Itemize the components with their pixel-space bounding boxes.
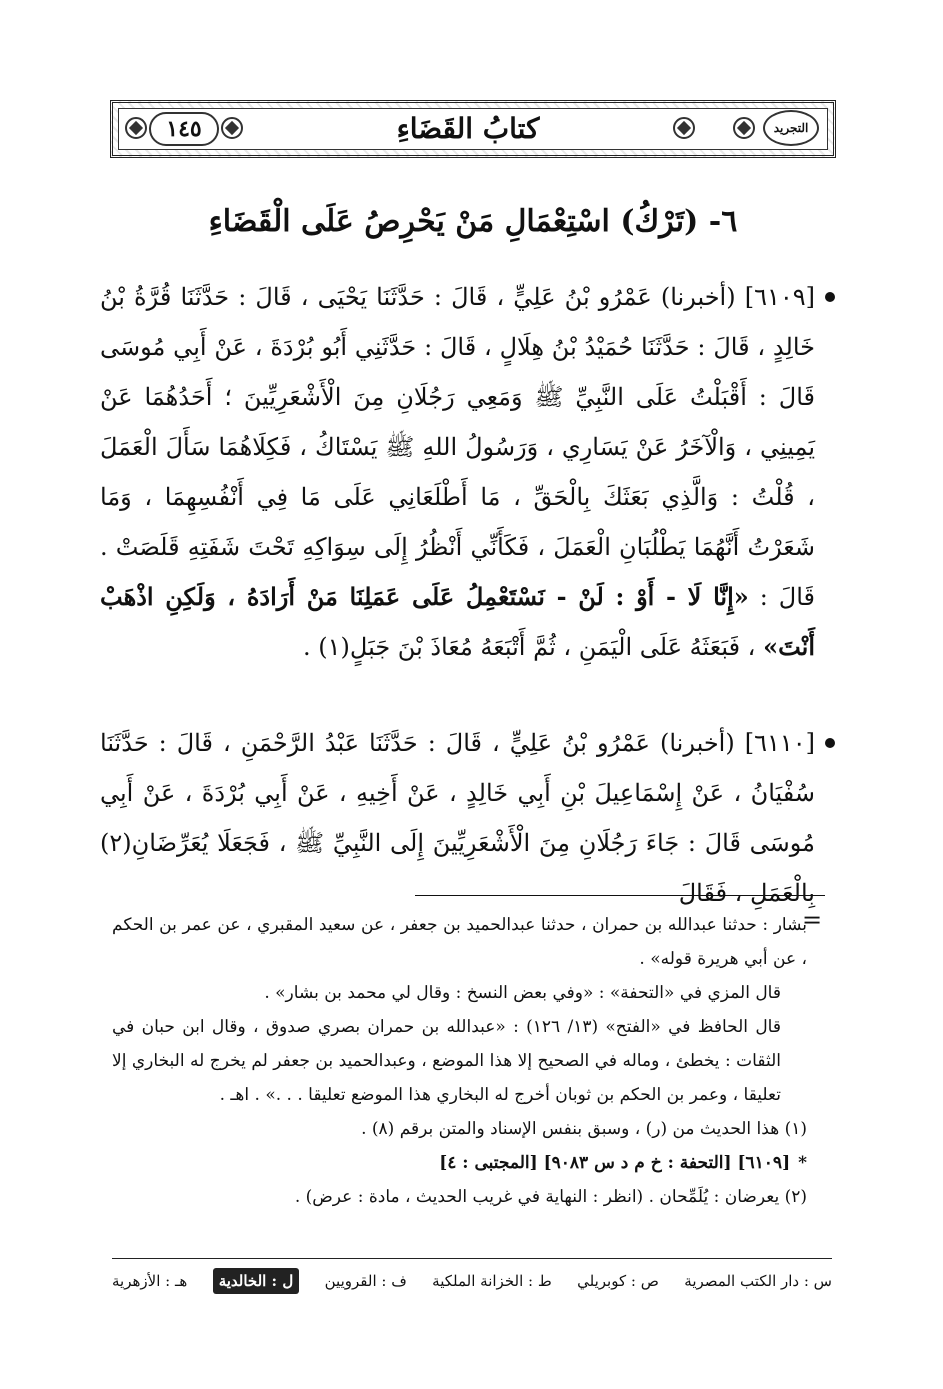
hadith-text bbox=[100, 272, 815, 672]
legend-divider bbox=[112, 1258, 832, 1259]
continuation-mark: = bbox=[802, 906, 823, 934]
hadith-text: [٦١١٠] (أخبرنا) عَمْرُو بْنُ عَلِيٍّ ، قَالَ : حَدَّثَنَا عَبْدُ الرَّحْمَنِ ، قَالَ : حَدَّثَنَا سُفْيَانُ ، عَنْ إِسْمَاعِيلَ بْنِ أَبِي خَالِدٍ ، عَنْ أَخِيهِ ، عَنْ أَبِي بُرْدَةَ ، عَنْ أَبِي مُوسَى قَالَ : جَاءَ رَجُلَانِ مِنَ الْأَشْعَرِيِّينَ إِلَى النَّبِيِّ ﷺ ، فَجَعَلَا يُعَرِّضَانِ(٢) بِالْعَمَلِ ، فَقَالَ bbox=[100, 729, 815, 907]
legend-item: هـ : الأزهرية bbox=[112, 1272, 188, 1290]
manuscript-legend bbox=[112, 1266, 832, 1296]
legend-item: س : دار الكتب المصرية bbox=[684, 1272, 832, 1290]
ornament-icon bbox=[673, 117, 695, 139]
star-icon: * bbox=[798, 1153, 807, 1173]
legend-item: ف : القرويين bbox=[324, 1272, 407, 1290]
ornament-icon bbox=[733, 117, 755, 139]
ornament-icon bbox=[221, 117, 243, 139]
hadith-6109 bbox=[100, 272, 835, 672]
footnote-line: (١) هذا الحديث من (ر) ، وسبق بنفس الإسناد والمتن برقم (٨) . bbox=[361, 1119, 807, 1139]
footnote-line: بشار : حدثنا عبدالله بن حمران ، حدثنا عبدالحميد بن جعفر ، عن سعيد المقبري ، عن عمر بن الحكم ، عن أبي هريرة قوله» . bbox=[112, 915, 807, 969]
ornament-icon bbox=[125, 117, 147, 139]
hadith-ending: ، فَبَعَثَهُ عَلَى الْيَمَنِ ، ثُمَّ أَتْبَعَهُ مُعَاذَ بْنَ جَبَلٍ(١) . bbox=[303, 633, 756, 661]
bullet-icon bbox=[825, 738, 835, 748]
page-number: ١٤٥ bbox=[149, 112, 219, 146]
hadith-6110 bbox=[100, 718, 835, 918]
footnote-line: قال الحافظ في «الفتح» (١٣/ ١٢٦) : «عبدالله بن حمران بصري صدوق ، وقال ابن حبان في الثقات : يخطئ ، وماله في الصحيح إلا هذا الموضع ، وعبدالحميد بن جعفر لم يخرج له البخاري إلا تعليقا ، وعمر بن الحكم بن ثوبان أخرج له البخاري هذا الموضع تعليقا . . .» . اهـ . bbox=[112, 1017, 781, 1105]
prophetic-saying: «إِنَّا لَا - أَوْ : لَنْ - نَسْتَعْمِلُ عَلَى عَمَلِنَا مَنْ أَرَادَهُ ، وَلَكِنِ اذْهَبْ أَنْتَ» bbox=[100, 582, 815, 661]
legend-item: ص : كوبريلي bbox=[577, 1272, 659, 1290]
tajrid-logo: التجريد bbox=[763, 110, 819, 146]
legend-item-highlighted: ل : الخالدية bbox=[213, 1268, 300, 1294]
hadith-narration: [٦١٠٩] (أخبرنا) عَمْرُو بْنُ عَلِيٍّ ، قَالَ : حَدَّثَنَا يَحْيَى ، قَالَ : حَدَّثَنَا قُرَّةُ بْنُ خَالِدٍ ، قَالَ : حَدَّثَنَا حُمَيْدُ بْنُ هِلَالٍ ، قَالَ : حَدَّثَنِي أَبُو بُرْدَةَ ، عَنْ أَبِي مُوسَى قَالَ : أَقْبَلْتُ عَلَى النَّبِيِّ ﷺ وَمَعِي رَجُلَانِ مِنَ الْأَشْعَرِيِّينَ ؛ أَحَدُهُمَا عَنْ يَمِينِي ، وَالْآخَرُ عَنْ يَسَارِي ، وَرَسُولُ اللهِ ﷺ يَسْتَاكُ ، فَكِلَاهُمَا سَأَلَ الْعَمَلَ ، قُلْتُ : وَالَّذِي بَعَثَكَ بِالْحَقِّ ، مَا أَطْلَعَانِي عَلَى مَا فِي أَنْفُسِهِمَا ، وَمَا شَعَرْتُ أَنَّهُمَا يَطْلُبَانِ الْعَمَلَ ، فَكَأَنِّي أَنْظُرُ إِلَى سِوَاكِهِ تَحْتَ شَفَتِهِ قَلَصَتْ . قَالَ : bbox=[100, 283, 815, 611]
page-header bbox=[110, 100, 836, 158]
legend-item: ط : الخزانة الملكية bbox=[432, 1272, 552, 1290]
footnote-line: (٢) يعرضان : يُلَمِّحان . (انظر : النهاية في غريب الحديث ، مادة : عرض) . bbox=[294, 1187, 807, 1207]
bullet-icon bbox=[825, 292, 835, 302]
takhrij-line bbox=[112, 1146, 807, 1180]
chapter-title: كتابُ القَضَاءِ bbox=[396, 112, 540, 145]
footnote-divider bbox=[415, 895, 825, 896]
section-heading: ٦- (تَرْكُ) اسْتِعْمَالِ مَنْ يَحْرِصُ عَلَى الْقَضَاءِ bbox=[208, 204, 738, 239]
footnote-line: قال المزي في «التحفة» : «وفي بعض النسخ : وقال لي محمد بن بشار» . bbox=[264, 983, 781, 1003]
takhrij-text: [٦١٠٩] [التحفة : خ م د س ٩٠٨٣] [المجتبى : ٤] bbox=[439, 1153, 791, 1173]
footnotes bbox=[112, 908, 807, 1214]
